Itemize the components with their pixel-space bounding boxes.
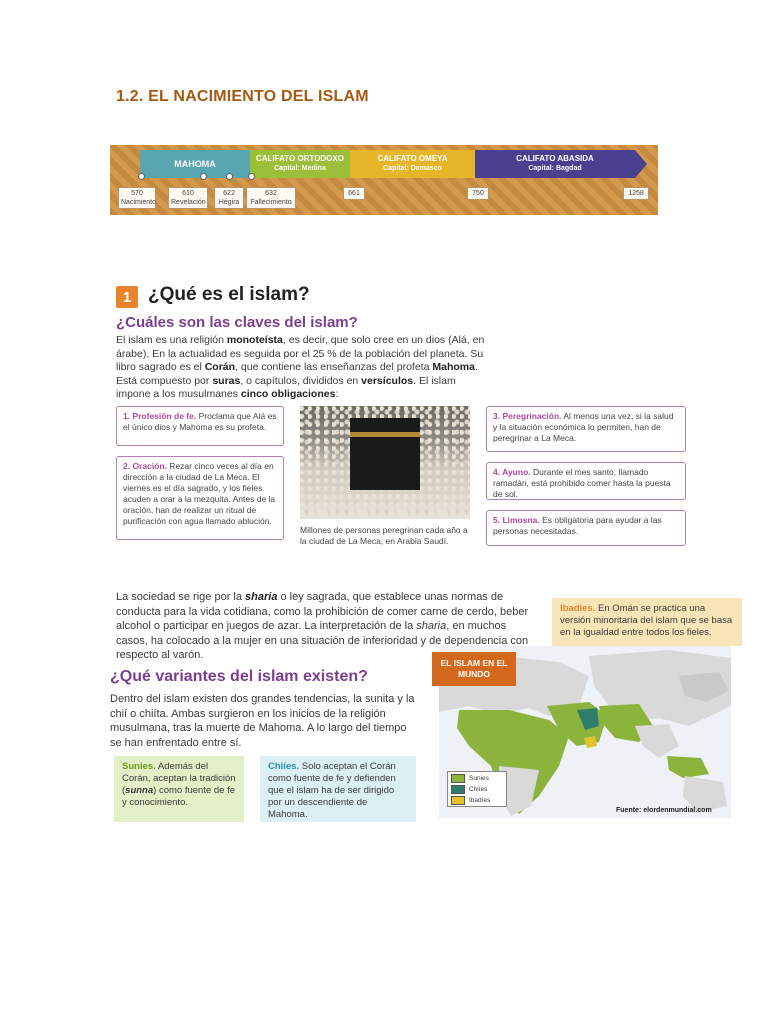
period-capital: Capital: Bagdad (528, 165, 582, 172)
obligation-box: 5. Limosna. Es obligatoria para ayudar a las personas necesitadas. (486, 510, 686, 546)
ibadis-box: Ibadíes. En Omán se practica una versión minoritaria del islam que se basa en la igualdad entre todos los fieles. (552, 598, 742, 646)
legend-swatch (451, 785, 465, 794)
kaaba-photo (300, 406, 470, 519)
timeline-period-abasida (475, 150, 635, 178)
timeline-period-omeya (350, 150, 475, 178)
timeline-date: 1258 (623, 187, 649, 200)
timeline-date: 750 (467, 187, 489, 200)
photo-caption: Millones de personas peregrinan cada año a la ciudad de La Meca, en Arabia Saudí. (300, 525, 468, 546)
timeline-period-mahoma (140, 150, 250, 178)
timeline-period-ortodoxo (250, 150, 350, 178)
timeline-arrow-icon (635, 150, 647, 178)
variants-paragraph: Dentro del islam existen dos grandes tendencias, la sunita y la chií o chiíta. Ambas surgieron en los inicios de la religión musulmana, tras la muerte de Mahoma. A lo largo del tiempo se han enfrentado entre sí. (110, 693, 415, 749)
timeline-marker-icon (200, 173, 207, 180)
map-legend (447, 771, 507, 807)
timeline-marker-icon (248, 173, 255, 180)
kaaba-icon (350, 418, 420, 490)
map-source: Fuente: elordenmundial.com (616, 807, 712, 814)
period-name: CALIFATO OMEYA (377, 154, 448, 163)
section-number: 1 (116, 286, 138, 308)
timeline-date: 570 Nacimiento (118, 187, 156, 209)
legend-swatch (451, 796, 465, 805)
intro-paragraph: El islam es una religión monoteísta, es decir, que solo cree en un dios (Alá, en árabe). En la actualidad es seguida por el 25 % de la población del planeta. Su libro sagrado es el Corán, que contiene las enseñanzas del profeta Mahoma. Está compuesto por suras, o capítulos, divididos en versículos. El islam impone a los musulmanes cinco obligaciones: (116, 334, 485, 400)
period-capital: Capital: Medina (274, 165, 326, 172)
legend-swatch (451, 774, 465, 783)
timeline-marker-icon (138, 173, 145, 180)
legend-item: Ibadíes (451, 795, 503, 806)
timeline (110, 145, 658, 215)
map-title: EL ISLAM EN EL MUNDO (432, 652, 516, 686)
timeline-date: 622 Hégira (214, 187, 244, 209)
obligation-box: 2. Oración. Rezar cinco veces al día en dirección a la ciudad de La Meca. El viernes es el día sagrado, y los fieles acuden a orar a la mezquita. Antes de la oración, han de realizar un ritual de purificación con agua llamado ablución. (116, 456, 284, 540)
period-name: CALIFATO ORTODOXO (255, 154, 344, 163)
section-title: ¿Qué es el islam? (148, 284, 310, 305)
sharia-paragraph: La sociedad se rige por la sharia o ley sagrada, que establece unas normas de conducta para la vida cotidiana, como la prohibición de comer carne de cerdo, beber alcohol o participar en juegos de azar. La interpretación de la sharia, en muchos casos, ha colocado a la mujer en una situación de inferioridad y de dependencia con respecto al varón. (116, 591, 529, 661)
timeline-date: 610 Revelación (168, 187, 208, 209)
page-heading: 1.2. EL NACIMIENTO DEL ISLAM (116, 88, 369, 105)
obligation-box: 3. Peregrinación. Al menos una vez, si la salud y la situación económica lo permiten, han de peregrinar a La Meca. (486, 406, 686, 452)
timeline-date: 632 Fallecimiento (246, 187, 296, 209)
timeline-date: 661 (343, 187, 365, 200)
legend-item: Chiíes (451, 784, 503, 795)
shias-box: Chiíes. Solo aceptan el Corán como fuente de fe y defienden que el islam ha de ser dirigido por un descendiente de Mahoma. (260, 756, 416, 822)
period-name: MAHOMA (174, 159, 216, 169)
obligation-box: 4. Ayuno. Durante el mes santo, llamado ramadán, está prohibido comer hasta la puesta de sol. (486, 462, 686, 500)
timeline-marker-icon (226, 173, 233, 180)
sunnis-box: Sunies. Además del Corán, aceptan la tradición (sunna) como fuente de fe y conocimiento. (114, 756, 244, 822)
legend-item: Sunies (451, 773, 503, 784)
obligation-box: 1. Profesión de fe. Proclama que Alá es el único dios y Mahoma es su profeta. (116, 406, 284, 446)
period-name: CALIFATO ABASIDA (516, 154, 594, 163)
kaaba-band (350, 432, 420, 437)
section-subtitle: ¿Cuáles son las claves del islam? (116, 314, 358, 331)
variants-title: ¿Qué variantes del islam existen? (110, 668, 368, 685)
period-capital: Capital: Damasco (383, 165, 442, 172)
